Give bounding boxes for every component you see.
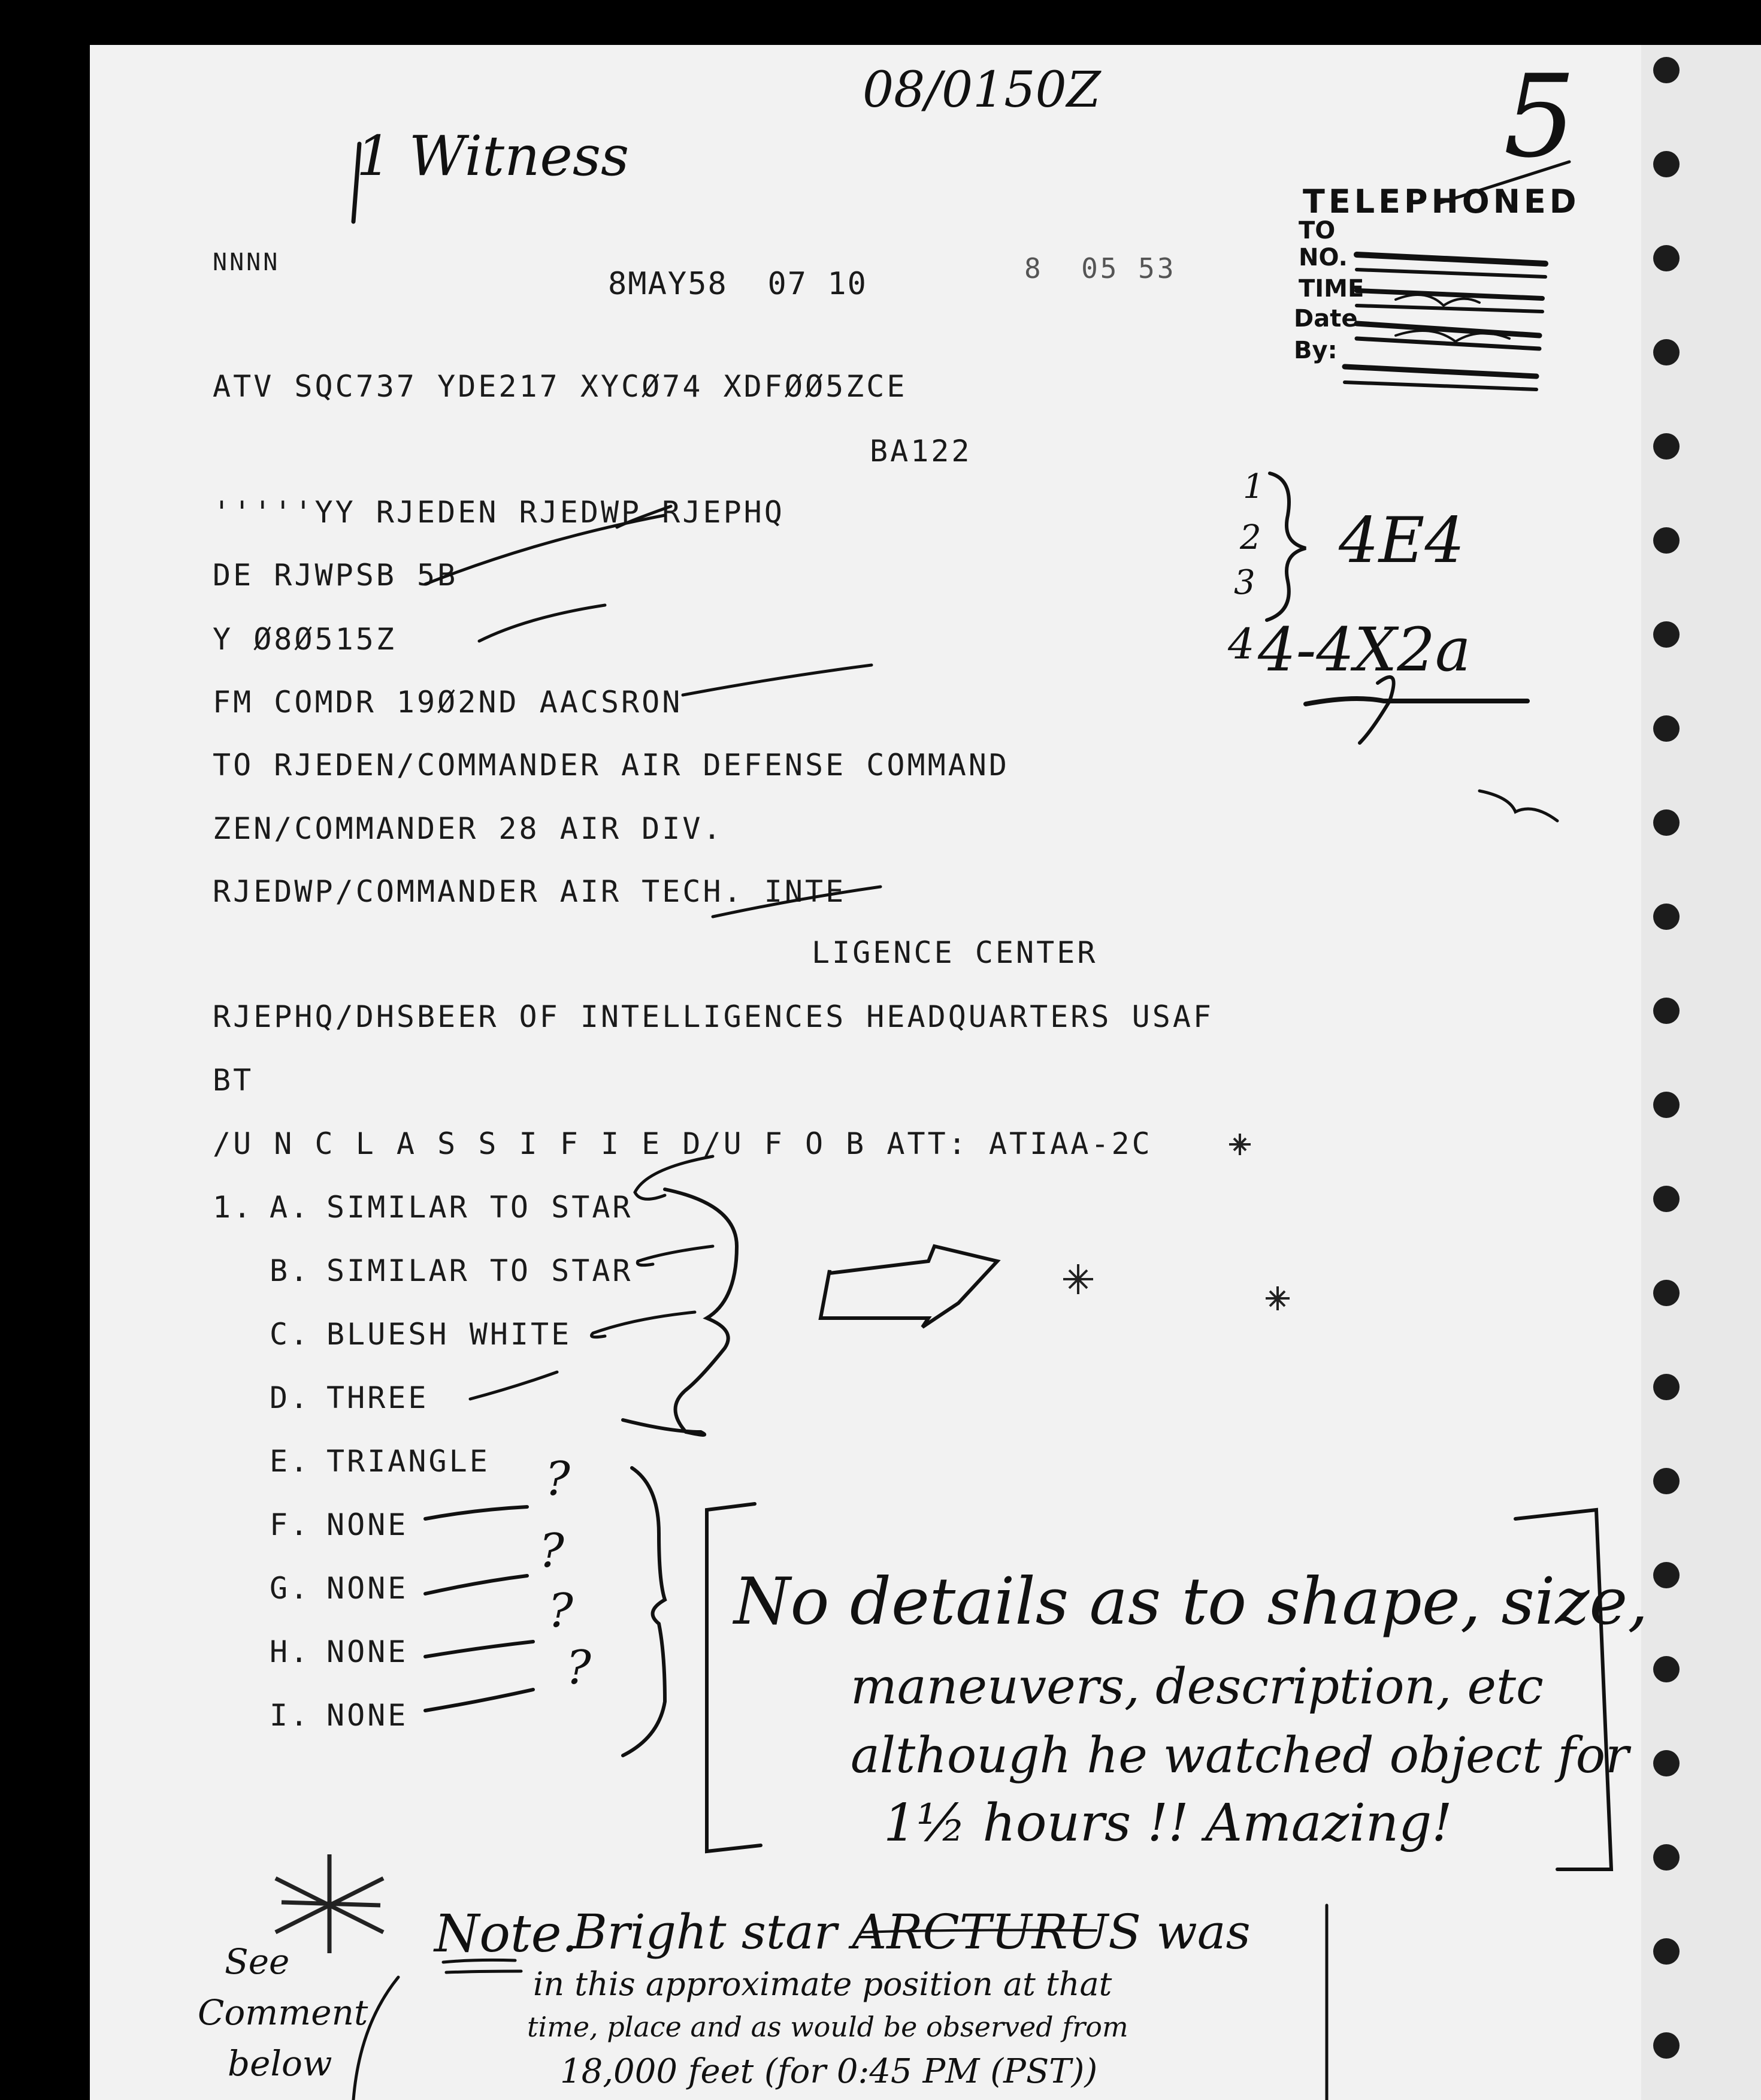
addressee-line: RJEPHQ/DHSBEER OF INTELLIGENCES HEADQUARTERS USAF (213, 999, 1214, 1034)
question-mark-1: ? (545, 1452, 570, 1506)
page-number: 5 (1503, 50, 1576, 183)
header-line-3: Y Ø8Ø515Z (213, 622, 397, 657)
header-line-5: TO RJEDEN/COMMANDER AIR DEFENSE COMMAND (213, 748, 1009, 782)
side-number-1: 1 (1243, 467, 1264, 506)
side-number-2: 2 (1240, 518, 1261, 557)
header-line-4: FM COMDR 19Ø2ND AACSRON (213, 685, 683, 720)
item-letter-h: H. (270, 1634, 311, 1669)
side-number-4: 4 (1228, 620, 1255, 669)
bt-marker: BT (213, 1063, 254, 1098)
item-text-b: SIMILAR TO STAR (326, 1253, 633, 1288)
item-text-a: SIMILAR TO STAR (326, 1190, 633, 1225)
item-letter-a: A. (270, 1190, 311, 1225)
box-note-line-2: maneuvers, description, etc (851, 1658, 1544, 1715)
classification-line: /U N C L A S S I F I E D/U F O B ATT: ATIAA-2C (213, 1126, 1152, 1161)
question-mark-2: ? (539, 1524, 564, 1578)
question-mark-4: ? (566, 1641, 591, 1695)
date-time-stamp: 8MAY58 07 10 (608, 266, 867, 302)
note-label: Note. (434, 1904, 578, 1964)
classification-code-2: 4-4X2a (1258, 615, 1471, 685)
classification-code-1: 4E4 (1339, 504, 1465, 577)
item-text-e: TRIANGLE (326, 1444, 490, 1479)
stamp-field-by: By: (1294, 337, 1338, 364)
header-line-6: ZEN/COMMANDER 28 AIR DIV. (213, 811, 724, 846)
header-line-1: '''''YY RJEDEN RJEDWP RJEPHQ (213, 495, 785, 530)
item-text-h: NONE (326, 1634, 409, 1669)
see-comment-line-2: Comment (198, 1992, 368, 2033)
time-code-handwritten: 08/0150Z (863, 62, 1101, 119)
side-number-3: 3 (1234, 563, 1255, 602)
item-letter-i: I. (270, 1698, 311, 1733)
nnnn-marker: NNNN (213, 249, 280, 276)
item-letter-d: D. (270, 1380, 311, 1415)
item-number: 1. (213, 1190, 254, 1225)
box-note-line-1: No details as to shape, size, (734, 1564, 1648, 1639)
question-mark-3: ? (548, 1584, 573, 1638)
item-text-c: BLUESH WHITE (326, 1317, 572, 1352)
item-letter-c: C. (270, 1317, 311, 1352)
header-continuation: LIGENCE CENTER (812, 935, 1098, 970)
telephoned-stamp-title: TELEPHONED (1303, 183, 1580, 220)
stamp-field-time: TIME (1299, 275, 1364, 303)
serial-number: BA122 (870, 434, 972, 469)
stamp-field-no: NO. (1299, 244, 1348, 271)
note-line-3: time, place and as would be observed from (527, 2011, 1128, 2043)
item-letter-b: B. (270, 1253, 311, 1288)
item-text-g: NONE (326, 1571, 409, 1606)
note-line-4: 18,000 feet (for 0:45 PM (PST)) (560, 2052, 1098, 2091)
received-time: 8 05 53 (1024, 252, 1176, 285)
stamp-field-to: TO (1299, 217, 1336, 244)
item-letter-e: E. (270, 1444, 311, 1479)
item-text-f: NONE (326, 1507, 409, 1542)
see-comment-line-3: below (228, 2043, 332, 2084)
see-comment-line-1: See (225, 1941, 290, 1982)
item-letter-g: G. (270, 1571, 311, 1606)
header-line-7: RJEDWP/COMMANDER AIR TECH. INTE (213, 874, 846, 909)
header-line-2: DE RJWPSB 5B (213, 558, 458, 593)
box-note-line-3: although he watched object for (851, 1727, 1629, 1784)
note-line-1: Bright star ARCTURUS was (572, 1904, 1251, 1960)
item-text-i: NONE (326, 1698, 409, 1733)
item-letter-f: F. (270, 1507, 311, 1542)
box-note-line-4: 1½ hours !! Amazing! (883, 1793, 1453, 1853)
witness-note: 1 Witness (356, 124, 630, 188)
stamp-field-date: Date (1294, 305, 1358, 333)
note-line-2: in this approximate position at that (533, 1965, 1112, 2003)
item-text-d: THREE (326, 1380, 429, 1415)
routing-line: ATV SQC737 YDE217 XYCØ74 XDFØØ5ZCE (213, 369, 907, 404)
